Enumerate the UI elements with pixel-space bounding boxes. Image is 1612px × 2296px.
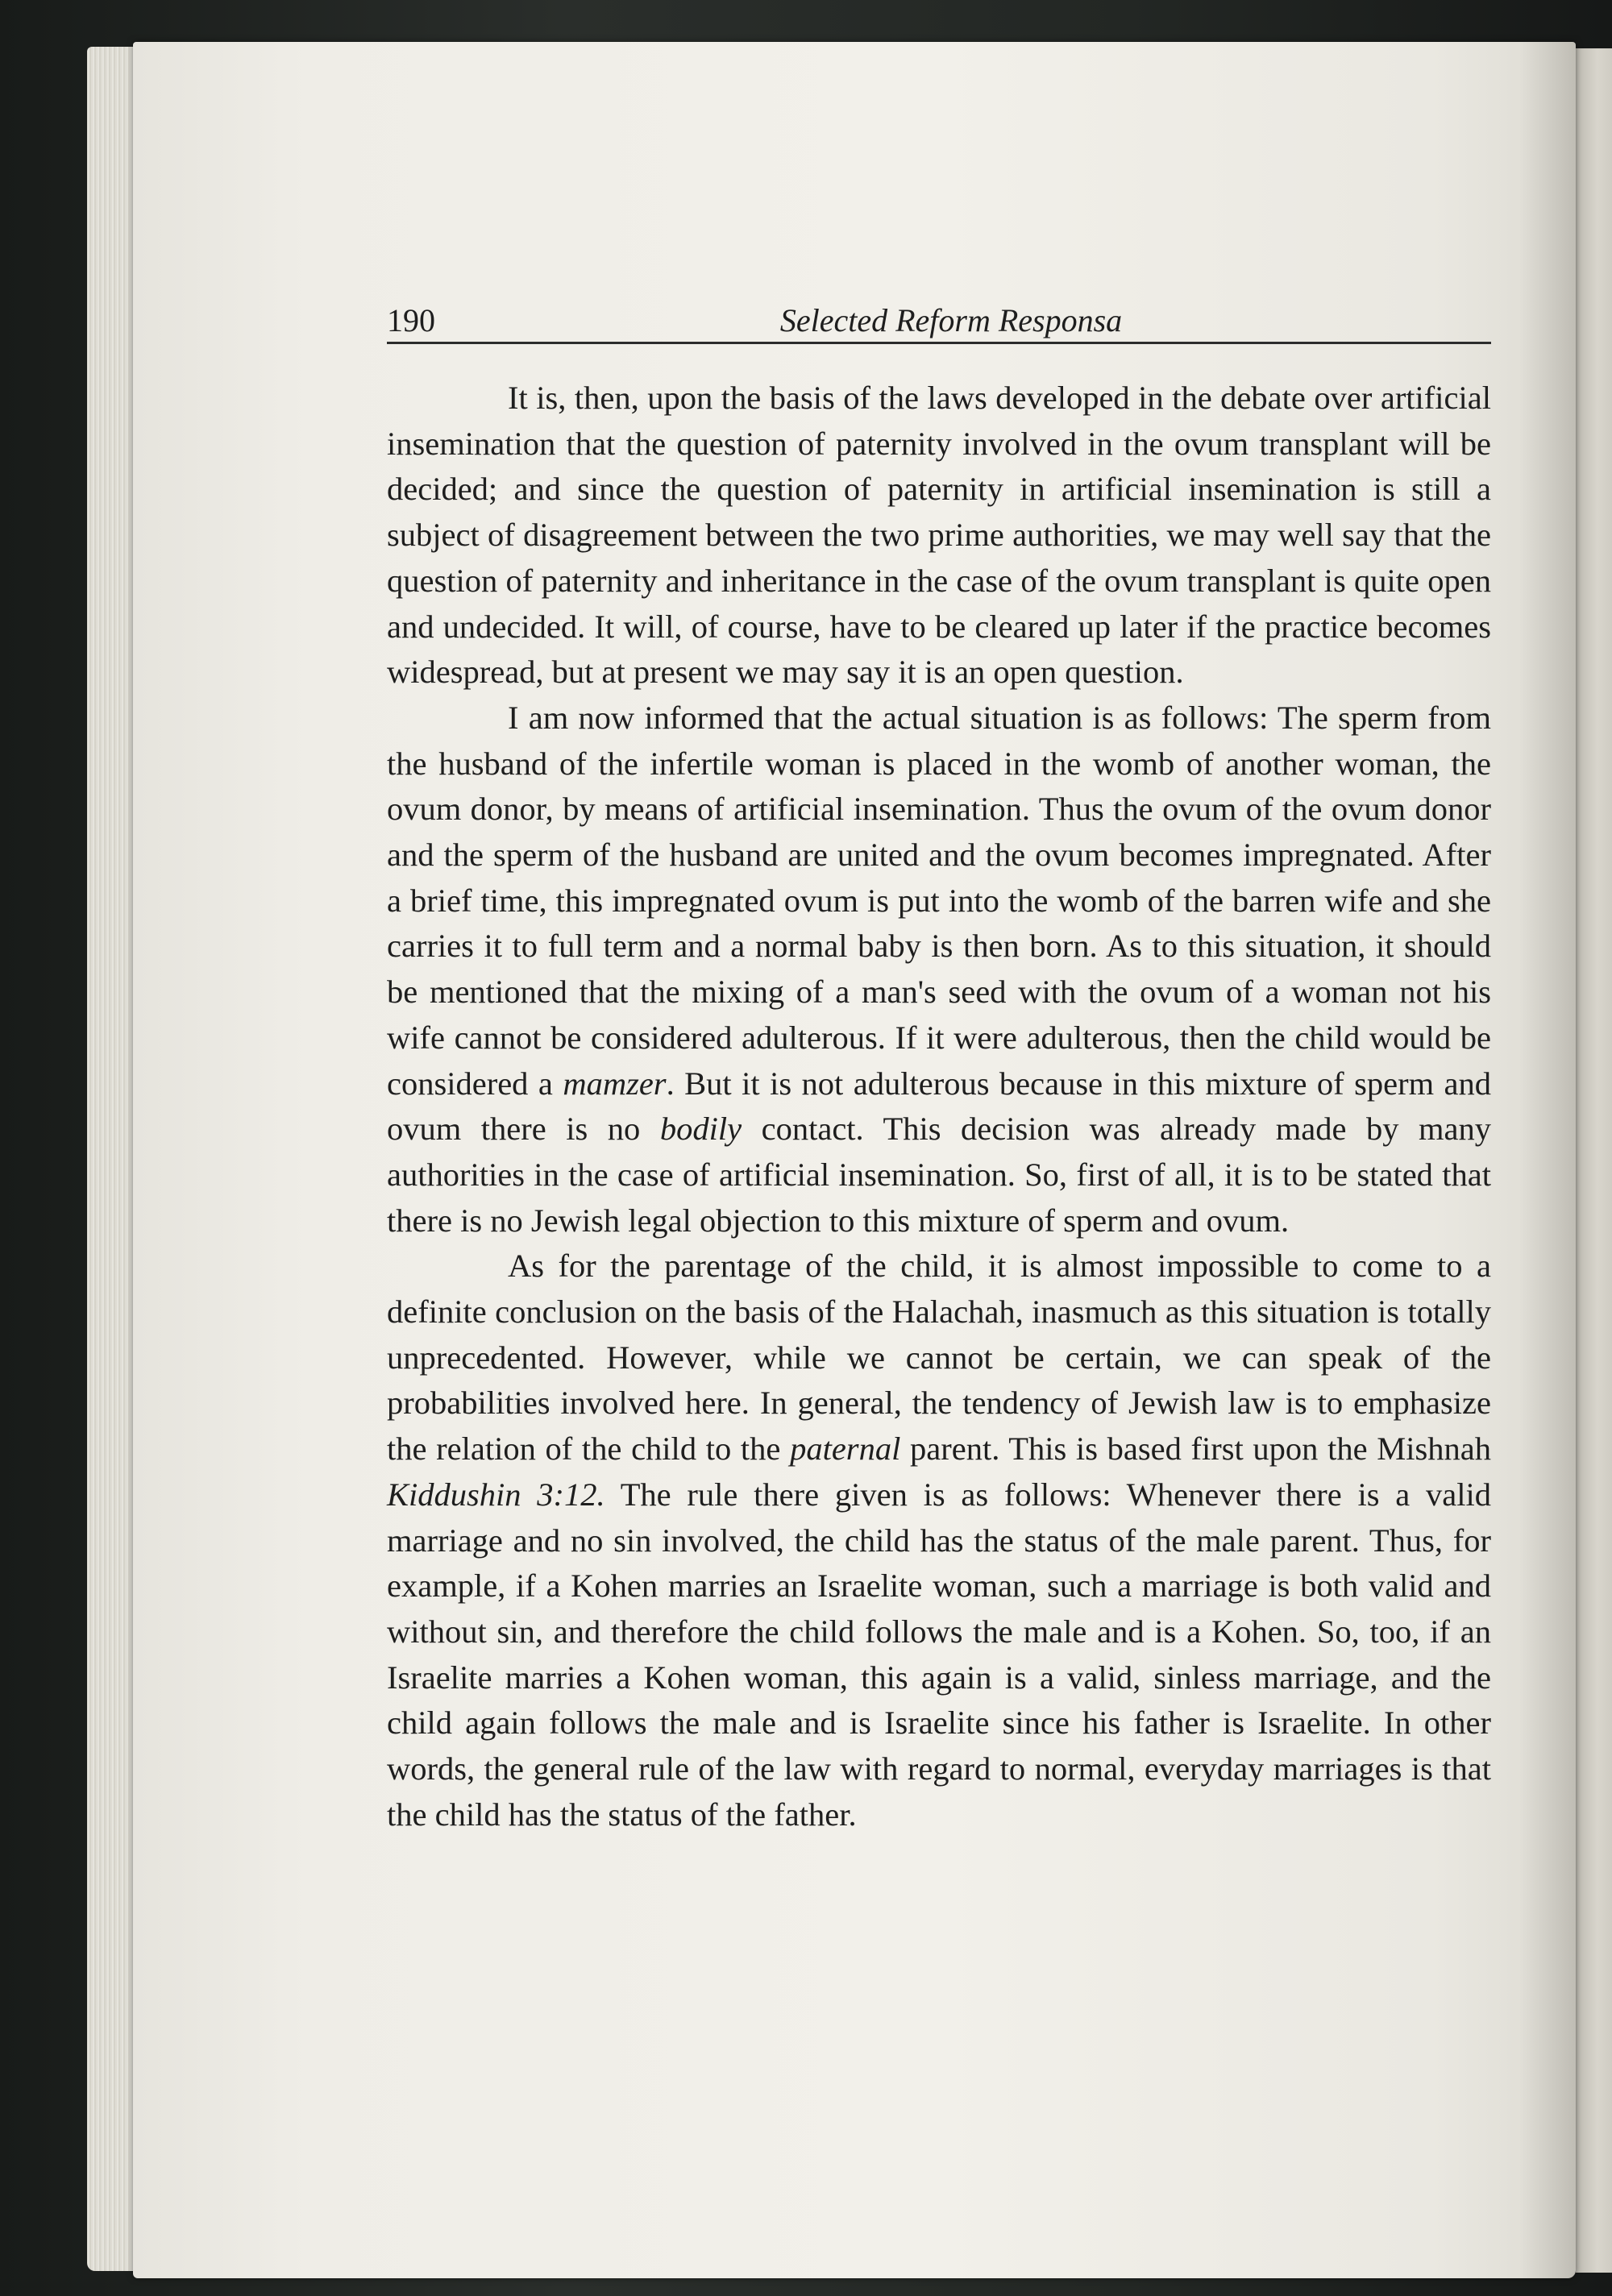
- paragraph-3-text-a: As for the parentage of the child, it is almost impossible to come to a definite conclusion on the basis of the Halachah, inasmuch as this situation is totally unprecedented. However, while we cannot be certain, we can speak of the probabilities involved here. In general, the tendency of Jewish law is to emphasize the relation of the child to the: [387, 1248, 1491, 1468]
- paragraph-1: [387, 376, 1491, 695]
- paragraph-2-text-a: I am now informed that the actual situation is as follows: The sperm from the husband of the infertile woman is placed in the womb of another woman, the ovum donor, by means of artificial insemination. Thus the ovum of the ovum donor and the sperm of the husband are united and the ovum becomes impregnated. After a brief time, this impregnated ovum is put into the womb of the barren wife and she carries it to full term and a normal baby is then born. As to this situation, it should be mentioned that the mixing of a man's seed with the ovum of a woman not his wife cannot be considered adulterous. If it were adulterous, then the child would be considered a: [387, 699, 1491, 1102]
- paragraph-2: [387, 695, 1491, 1243]
- paragraph-2-text-c: contact. This decision was already made by many authorities in the case of artificial insemination. So, first of all, it is to be stated that there is no Jewish legal objection to this mixture of sperm and ovum.: [387, 1111, 1491, 1239]
- term-bodily: bodily: [659, 1111, 742, 1148]
- gutter-shadow: [1519, 42, 1576, 2278]
- citation-kiddushin: Kiddushin 3:12.: [387, 1476, 605, 1513]
- page-number: 190: [387, 302, 435, 338]
- paragraph-2-text-b: . But it is not adulterous because in this mixture of sperm and ovum there is no: [387, 1065, 1491, 1148]
- term-paternal: paternal: [790, 1430, 901, 1468]
- paragraph-1-text: It is, then, upon the basis of the laws developed in the debate over artificial insemination that the question of paternity involved in the ovum transplant will be decided; and since the question of paternity in artificial insemination is still a subject of disagreement between the two prime authorities, we may well say that the question of paternity and inheritance in the case of the ovum transplant is quite open and undecided. It will, of course, have to be cleared up later if the practice becomes widespread, but at present we may say it is an open question.: [387, 380, 1491, 691]
- paragraph-3-text-b: parent. This is based first upon the Mishnah: [900, 1430, 1491, 1468]
- paragraph-3-text-c: The rule there given is as follows: Whenever there is a valid marriage and no sin involved, the child has the status of the male parent. Thus, for example, if a Kohen marries an Israelite woman, such a marriage is both valid and without sin, and therefore the child follows the male and is a Kohen. So, too, if an Israelite marries a Kohen woman, this again is a valid, sinless marriage, and the child again follows the male and is Israelite since his father is Israelite. In other words, the general rule of the law with regard to normal, everyday marriages is that the child has the status of the father.: [387, 1476, 1492, 1833]
- term-mamzer: mamzer: [563, 1065, 667, 1102]
- paragraph-3: [387, 1243, 1491, 1837]
- running-header: [387, 300, 1491, 344]
- next-page-edge: [1576, 48, 1612, 2273]
- running-title: Selected Reform Responsa: [779, 302, 1123, 338]
- body-text: [387, 376, 1491, 1838]
